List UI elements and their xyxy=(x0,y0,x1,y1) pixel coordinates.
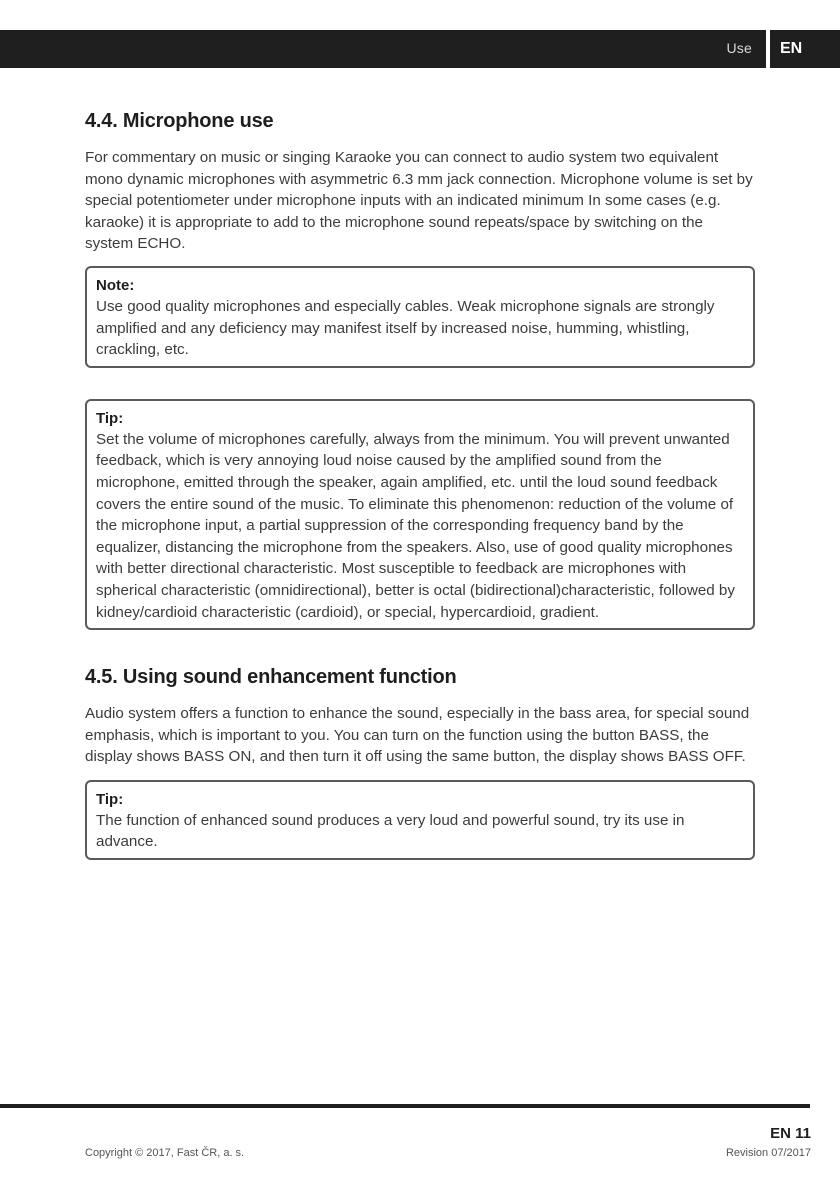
tip-title: Tip: xyxy=(96,790,124,808)
tip-box-enhanced-sound xyxy=(85,780,755,860)
header-bar xyxy=(0,30,766,68)
tip-box-feedback xyxy=(85,399,755,630)
section-heading-sound-enhancement: 4.5. Using sound enhancement function xyxy=(85,666,457,689)
footer-divider xyxy=(0,1104,810,1108)
revision-text: Revision 07/2017 xyxy=(725,1147,811,1159)
tip-title: Tip: xyxy=(96,409,124,427)
section-body-microphone-use: For commentary on music or singing Karaoke you can connect to audio system two equivalent mono dynamic microphones with asymmetric 6.3 mm jack connection. Microphone volume is set by special potentiometer under microphone inputs with an indicated minimum In some cases (e.g. karaoke) it is appropriate to add to the microphone sound repeats/space by switching on the system ECHO. xyxy=(85,149,753,253)
copyright-text: Copyright © 2017, Fast ČR, a. s. xyxy=(85,1147,245,1159)
note-box xyxy=(85,266,755,368)
section-body-sound-enhancement: Audio system offers a function to enhance the sound, especially in the bass area, for special sound emphasis, which is important to you. You can turn on the function using the button BASS, the display shows BASS ON, and then turn it off using the same button, the display shows BASS OFF. xyxy=(85,705,750,766)
page-content xyxy=(85,110,755,860)
section-heading-microphone-use: 4.4. Microphone use xyxy=(85,110,274,132)
page-number: EN 11 xyxy=(770,1125,811,1142)
header-section-label: Use xyxy=(726,40,752,56)
note-text: Use good quality microphones and especially cables. Weak microphone signals are strongly amplified and any deficiency may manifest itself by increased noise, humming, whistling, crackling, etc. xyxy=(96,297,715,359)
note-title: Note: xyxy=(96,276,135,294)
language-tab: EN xyxy=(770,30,840,68)
tip-text: The function of enhanced sound produces a very loud and powerful sound, try its use in advance. xyxy=(96,811,685,851)
tip-text: Set the volume of microphones carefully, always from the minimum. You will prevent unwanted feedback, which is very annoying loud noise caused by the amplified sound from the microphone, emitted through the speaker, again amplified, etc. until the loud sound feedback covers the entire sound of the music. To eliminate this phenomenon: reduction of the volume of the microphone input, a partial suppression of the corresponding frequency band by the equalizer, distancing the microphone from the speakers. Also, use of good quality microphones with better directional characteristic. Most susceptible to feedback are microphones with spherical characteristic (omnidirectional), better is octal (bidirectional)characteristic, followed by kidney/cardioid characteristic (cardioid), or special, hypercardioid, gradient. xyxy=(96,430,735,621)
